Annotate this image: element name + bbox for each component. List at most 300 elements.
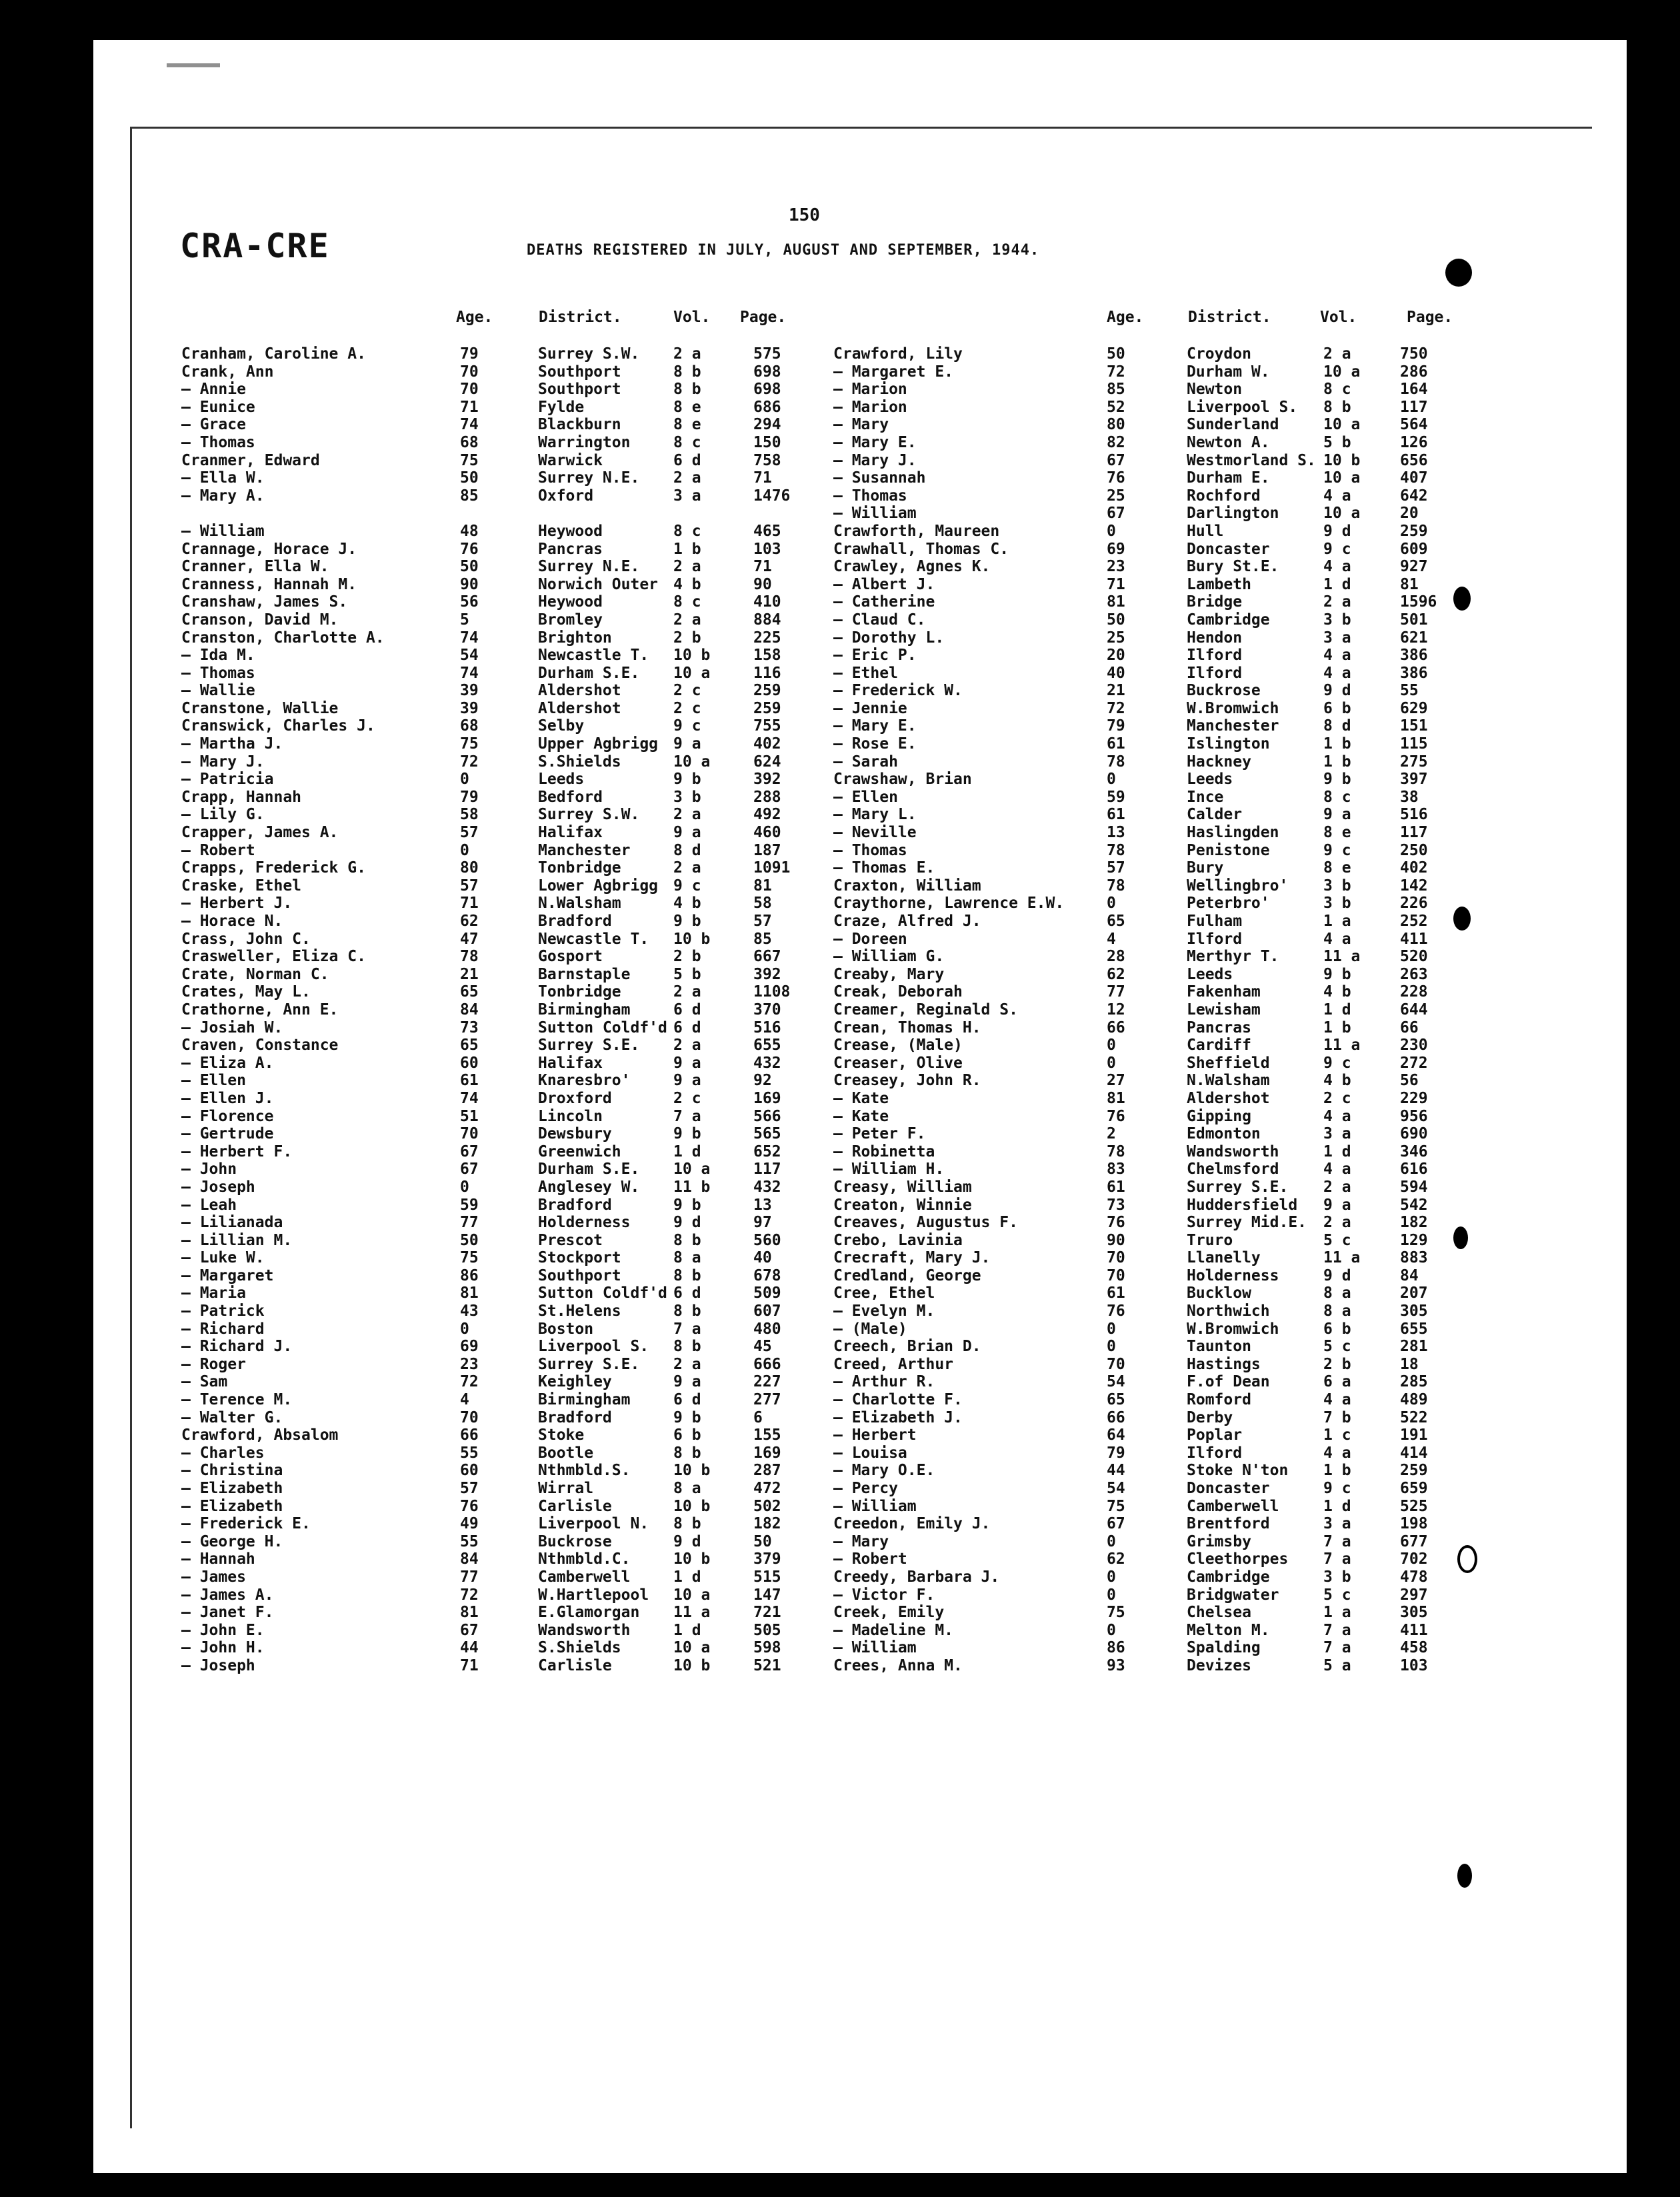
entry-age: 66 [1107, 1408, 1125, 1426]
register-entry [833, 541, 1500, 559]
entry-page: 286 [1400, 363, 1428, 381]
entry-district: Wandsworth [538, 1621, 631, 1639]
entry-district: Boston [538, 1320, 594, 1338]
entry-district: Blackburn [538, 416, 621, 434]
entry-vol: 8 e [673, 416, 701, 434]
entry-age: 54 [1107, 1373, 1125, 1391]
entry-vol: 9 d [673, 1532, 701, 1550]
entry-name: — Jennie [833, 699, 907, 717]
entry-name: — Dorothy L. [833, 629, 945, 647]
entry-vol: 4 a [1323, 558, 1351, 576]
entry-vol: 1 a [1323, 1604, 1351, 1622]
entry-age: 82 [1107, 433, 1125, 451]
entry-age: 67 [1107, 451, 1125, 469]
entry-district: Carlisle [538, 1656, 612, 1674]
entry-district: Cambridge [1187, 1568, 1270, 1586]
entry-district: Sunderland [1187, 416, 1279, 434]
entry-age: 81 [460, 1284, 479, 1302]
entry-district: Carlisle [538, 1497, 612, 1515]
entry-age: 65 [1107, 1391, 1125, 1409]
register-entry [833, 1533, 1500, 1551]
entry-page: 410 [753, 593, 781, 611]
register-entry [181, 452, 835, 470]
entry-page: 198 [1400, 1515, 1428, 1533]
entry-vol: 8 c [1323, 381, 1351, 399]
register-entry [181, 1373, 835, 1391]
entry-age: 47 [460, 930, 479, 948]
entry-name: Craske, Ethel [181, 877, 302, 895]
entry-page: 1596 [1400, 593, 1437, 611]
entry-district: Calder [1187, 806, 1243, 824]
entry-vol: 6 d [673, 1284, 701, 1302]
entry-name: — Mary L. [833, 806, 917, 824]
register-entry [833, 576, 1500, 594]
entry-vol: 2 a [1323, 345, 1351, 363]
entry-page: 458 [1400, 1639, 1428, 1657]
register-entry [181, 1302, 835, 1320]
entry-page: 259 [753, 699, 781, 717]
entry-age: 86 [1107, 1639, 1125, 1657]
entry-page: 38 [1400, 788, 1419, 806]
entry-page: 117 [1400, 398, 1428, 416]
entry-page: 560 [753, 1231, 781, 1249]
entry-age: 61 [1107, 1284, 1125, 1302]
entry-vol: 10 a [1323, 505, 1361, 523]
entry-vol: 4 a [1323, 647, 1351, 665]
register-entry [181, 1498, 835, 1516]
entry-vol: 7 a [673, 1320, 701, 1338]
entry-age: 61 [1107, 806, 1125, 824]
register-entry [181, 558, 835, 576]
entry-name: — George H. [181, 1532, 283, 1550]
entry-name: Creedy, Barbara J. [833, 1568, 1000, 1586]
entry-age: 75 [460, 1249, 479, 1267]
entry-page: 411 [1400, 1621, 1428, 1639]
entry-district: Newton A. [1187, 433, 1270, 451]
entry-vol: 7 a [673, 1107, 701, 1125]
register-entry [833, 1622, 1500, 1640]
register-entry [181, 1178, 835, 1196]
entry-age: 76 [1107, 1302, 1125, 1320]
entry-district: Grimsby [1187, 1532, 1251, 1550]
entry-district: Doncaster [1187, 540, 1270, 558]
entry-vol: 2 a [673, 983, 701, 1001]
entry-page: 13 [753, 1196, 772, 1214]
entry-vol: 5 c [1323, 1338, 1351, 1356]
register-entry [181, 806, 835, 824]
entry-district: Hastings [1187, 1355, 1261, 1373]
entry-name: — Sam [181, 1373, 228, 1391]
entry-district: Bradford [538, 1408, 612, 1426]
entry-vol: 4 a [1323, 1160, 1351, 1178]
entry-age: 70 [1107, 1249, 1125, 1267]
entry-vol: 9 b [1323, 771, 1351, 789]
entry-page: 66 [1400, 1019, 1419, 1037]
entry-vol: 8 c [673, 593, 701, 611]
entry-vol: 10 a [673, 1160, 711, 1178]
entry-page: 305 [1400, 1302, 1428, 1320]
register-entry [833, 1302, 1500, 1320]
entry-age: 0 [460, 771, 469, 789]
entry-district: Surrey Mid.E. [1187, 1214, 1307, 1232]
entry-name: Crean, Thomas H. [833, 1019, 981, 1037]
entry-age: 0 [1107, 1586, 1116, 1604]
entry-district: Stoke [538, 1426, 585, 1444]
entry-district: Bucklow [1187, 1284, 1251, 1302]
entry-district: Truro [1187, 1231, 1233, 1249]
entry-age: 57 [460, 1480, 479, 1497]
entry-name: — Joseph [181, 1656, 255, 1674]
entry-page: 655 [1400, 1320, 1428, 1338]
entry-district: N.Walsham [538, 895, 621, 913]
register-entry [181, 1639, 835, 1657]
entry-district: Bridge [1187, 593, 1243, 611]
entry-name: — William H. [833, 1160, 945, 1178]
entry-page: 702 [1400, 1550, 1428, 1568]
entry-page: 259 [1400, 1462, 1428, 1480]
register-entry [181, 842, 835, 860]
entry-age: 81 [460, 1604, 479, 1622]
register-entry [833, 1055, 1500, 1073]
entry-age: 43 [460, 1302, 479, 1320]
punch-hole [1453, 1226, 1468, 1249]
register-entry [181, 717, 835, 735]
entry-age: 67 [460, 1621, 479, 1639]
register-entry [833, 505, 1500, 523]
entry-age: 71 [460, 398, 479, 416]
register-entry [181, 416, 835, 434]
entry-age: 70 [460, 381, 479, 399]
header-district: District. [539, 309, 622, 326]
entry-vol: 8 c [673, 522, 701, 540]
entry-name: — Martha J. [181, 735, 283, 753]
entry-name: — Elizabeth [181, 1497, 283, 1515]
entry-vol: 9 c [673, 877, 701, 895]
entry-vol: 9 b [673, 913, 701, 930]
entry-age: 65 [1107, 913, 1125, 930]
entry-age: 5 [460, 611, 469, 629]
entry-vol: 3 b [1323, 877, 1351, 895]
entry-age: 76 [460, 1497, 479, 1515]
entry-page: 117 [1400, 824, 1428, 842]
entry-age: 21 [1107, 682, 1125, 700]
entry-vol: 9 d [1323, 522, 1351, 540]
entry-age: 76 [1107, 469, 1125, 487]
entry-age: 71 [460, 1656, 479, 1674]
entry-district: N.Walsham [1187, 1072, 1270, 1090]
entry-name: Crathorne, Ann E. [181, 1001, 339, 1019]
entry-page: 624 [753, 753, 781, 771]
register-entry [181, 523, 835, 541]
punch-hole [1457, 1545, 1477, 1573]
entry-district: Oxford [538, 487, 594, 505]
entry-age: 69 [1107, 540, 1125, 558]
entry-vol: 8 b [673, 1338, 701, 1356]
entry-name: Crawforth, Maureen [833, 522, 1000, 540]
entry-vol: 10 a [1323, 416, 1361, 434]
entry-page: 250 [1400, 841, 1428, 859]
entry-district: Edmonton [1187, 1125, 1261, 1143]
entry-vol: 11 a [1323, 1249, 1361, 1267]
entry-name: — Mary O.E. [833, 1462, 935, 1480]
register-entry [833, 824, 1500, 842]
entry-name: — Kate [833, 1107, 889, 1125]
entry-age: 83 [1107, 1160, 1125, 1178]
entry-page: 20 [1400, 505, 1419, 523]
entry-district: Camberwell [1187, 1497, 1279, 1515]
entry-name: — Frederick E. [181, 1515, 311, 1533]
entry-page: 509 [753, 1284, 781, 1302]
entry-vol: 1 b [1323, 1462, 1351, 1480]
entry-district: Lower Agbrigg [538, 877, 659, 895]
entry-name: — Elizabeth J. [833, 1408, 963, 1426]
entry-district: Aldershot [538, 682, 621, 700]
register-entry [833, 1373, 1500, 1391]
entry-page: 686 [753, 398, 781, 416]
entry-district: Ilford [1187, 647, 1243, 665]
entry-district: Fylde [538, 398, 585, 416]
entry-name: — Grace [181, 416, 246, 434]
register-entry [181, 1037, 835, 1055]
entry-district: Newcastle T. [538, 930, 649, 948]
entry-district: Camberwell [538, 1568, 631, 1586]
entry-vol: 2 a [673, 611, 701, 629]
entry-page: 432 [753, 1054, 781, 1072]
entry-name: Crank, Ann [181, 363, 274, 381]
entry-vol: 8 b [673, 363, 701, 381]
entry-page: 285 [1400, 1373, 1428, 1391]
register-entry [833, 682, 1500, 700]
entry-district: Sheffield [1187, 1054, 1270, 1072]
entry-age: 55 [460, 1532, 479, 1550]
register-entry [833, 611, 1500, 629]
entry-name: — Mary E. [833, 433, 917, 451]
entry-vol: 2 a [1323, 1178, 1351, 1196]
entry-district: Southport [538, 381, 621, 399]
entry-age: 4 [460, 1391, 469, 1409]
entry-district: Rochford [1187, 487, 1261, 505]
entry-district: Chelmsford [1187, 1160, 1279, 1178]
entry-name: — John E. [181, 1621, 265, 1639]
entry-age: 65 [460, 983, 479, 1001]
entry-name: — (Male) [833, 1320, 907, 1338]
entry-district: Devizes [1187, 1656, 1251, 1674]
entry-page: 758 [753, 451, 781, 469]
entry-district: Birmingham [538, 1391, 631, 1409]
entry-age: 75 [1107, 1497, 1125, 1515]
register-entry [181, 593, 835, 611]
entry-name: — Luke W. [181, 1249, 265, 1267]
entry-age: 68 [460, 433, 479, 451]
entry-name: Crapp, Hannah [181, 788, 302, 806]
register-entry [181, 1284, 835, 1302]
entry-name: — Thomas [833, 487, 907, 505]
entry-district: Islington [1187, 735, 1270, 753]
register-entry [181, 913, 835, 931]
entry-district: Halifax [538, 824, 603, 842]
entry-vol: 7 a [1323, 1639, 1351, 1657]
entry-district: E.Glamorgan [538, 1604, 640, 1622]
entry-page: 182 [753, 1515, 781, 1533]
entry-age: 79 [460, 345, 479, 363]
entry-name: Crannage, Horace J. [181, 540, 357, 558]
entry-district: Manchester [538, 841, 631, 859]
entry-vol: 10 b [673, 1550, 711, 1568]
entry-district: Warrington [538, 433, 631, 451]
entry-page: 272 [1400, 1054, 1428, 1072]
entry-page: 407 [1400, 469, 1428, 487]
entry-age: 13 [1107, 824, 1125, 842]
entry-district: Fulham [1187, 913, 1243, 930]
entry-page: 182 [1400, 1214, 1428, 1232]
entry-page: 616 [1400, 1160, 1428, 1178]
entry-district: W.Bromwich [1187, 699, 1279, 717]
entry-name: — Elizabeth [181, 1480, 283, 1497]
entry-district: Tonbridge [538, 983, 621, 1001]
entry-district: Merthyr T. [1187, 948, 1279, 966]
entry-age: 85 [460, 487, 479, 505]
entry-vol: 8 a [1323, 1284, 1351, 1302]
entry-vol: 4 a [1323, 1107, 1351, 1125]
register-entry [181, 1622, 835, 1640]
register-entry [833, 416, 1500, 434]
register-entry [181, 1267, 835, 1285]
entry-name: — Ella W. [181, 469, 265, 487]
entry-page: 520 [1400, 948, 1428, 966]
register-entry [833, 1108, 1500, 1126]
entry-vol: 10 b [673, 930, 711, 948]
register-entry [181, 1055, 835, 1073]
entry-page: 275 [1400, 753, 1428, 771]
entry-age: 40 [1107, 664, 1125, 682]
entry-page: 667 [753, 948, 781, 966]
entry-district: Leeds [538, 771, 585, 789]
entry-district: Penistone [1187, 841, 1270, 859]
entry-district: Manchester [1187, 717, 1279, 735]
entry-vol: 2 a [673, 345, 701, 363]
entry-page: 129 [1400, 1231, 1428, 1249]
entry-name: Crebo, Lavinia [833, 1231, 963, 1249]
entry-vol: 9 d [1323, 1266, 1351, 1284]
entry-district: Dewsbury [538, 1125, 612, 1143]
entry-age: 23 [1107, 558, 1125, 576]
register-entry [833, 771, 1500, 789]
entry-name: — Lilianada [181, 1214, 283, 1232]
register-entry [181, 1533, 835, 1551]
entry-page: 607 [753, 1302, 781, 1320]
entry-page: 85 [753, 930, 772, 948]
entry-page: 542 [1400, 1196, 1428, 1214]
entry-name: — Horace N. [181, 913, 283, 930]
entry-district: W.Hartlepool [538, 1586, 649, 1604]
entry-vol: 10 b [1323, 451, 1361, 469]
entry-district: Llanelly [1187, 1249, 1261, 1267]
entry-age: 78 [1107, 1142, 1125, 1160]
entry-age: 81 [1107, 1089, 1125, 1107]
entry-name: Crees, Anna M. [833, 1656, 963, 1674]
entry-age: 21 [460, 965, 479, 983]
entry-age: 72 [460, 753, 479, 771]
register-entry [833, 966, 1500, 984]
entry-vol: 2 a [673, 469, 701, 487]
register-entry [833, 1480, 1500, 1498]
entry-age: 77 [460, 1214, 479, 1232]
entry-district: Wellingbro' [1187, 877, 1289, 895]
entry-vol: 1 d [673, 1568, 701, 1586]
entry-district: Prescot [538, 1231, 603, 1249]
entry-district: Leeds [1187, 965, 1233, 983]
register-entry [181, 1196, 835, 1214]
entry-age: 76 [1107, 1214, 1125, 1232]
register-entry [181, 665, 835, 683]
entry-name: — Annie [181, 381, 246, 399]
register-entry [833, 1338, 1500, 1356]
entry-name: — Robert [833, 1550, 907, 1568]
entry-age: 54 [1107, 1480, 1125, 1497]
entry-district: Wirral [538, 1480, 594, 1497]
entry-vol: 3 b [673, 788, 701, 806]
entry-district: Lincoln [538, 1107, 603, 1125]
entry-district: Durham E. [1187, 469, 1270, 487]
entry-name: — Doreen [833, 930, 907, 948]
entry-district: Droxford [538, 1089, 612, 1107]
register-entry [181, 1160, 835, 1178]
entry-district: Liverpool S. [1187, 398, 1298, 416]
register-entry [833, 1586, 1500, 1604]
entry-vol: 8 b [673, 1515, 701, 1533]
register-entry [833, 1462, 1500, 1480]
entry-name: Creamer, Reginald S. [833, 1001, 1018, 1019]
entry-name: Cranshaw, James S. [181, 593, 348, 611]
entry-vol: 8 d [673, 841, 701, 859]
register-entry [181, 1550, 835, 1568]
entry-page: 956 [1400, 1107, 1428, 1125]
entry-district: Pancras [1187, 1019, 1251, 1037]
entry-age: 56 [460, 593, 479, 611]
entry-name: — Sarah [833, 753, 898, 771]
entry-age: 78 [1107, 841, 1125, 859]
entry-name: Cranham, Caroline A. [181, 345, 366, 363]
entry-district: Tonbridge [538, 859, 621, 877]
entry-vol: 1 d [1323, 1497, 1351, 1515]
entry-district: Northwich [1187, 1302, 1270, 1320]
register-entry [833, 1604, 1500, 1622]
entry-vol: 10 b [673, 1462, 711, 1480]
register-entry [181, 647, 835, 665]
register-entry [833, 1249, 1500, 1267]
entry-name: Craxton, William [833, 877, 981, 895]
surname-range-heading: CRA-CRE [180, 227, 330, 265]
register-entry [833, 1550, 1500, 1568]
register-entry [833, 399, 1500, 417]
entry-age: 69 [460, 1338, 479, 1356]
entry-district: Bury St.E. [1187, 558, 1279, 576]
entry-vol: 11 a [1323, 1037, 1361, 1055]
entry-vol: 2 b [673, 629, 701, 647]
register-entry [181, 1409, 835, 1427]
register-entry [833, 913, 1500, 931]
entry-name: Crease, (Male) [833, 1037, 963, 1055]
entry-name: — Marion [833, 398, 907, 416]
entry-name: Creek, Emily [833, 1604, 945, 1622]
entry-vol: 11 a [673, 1604, 711, 1622]
entry-district: Heywood [538, 522, 603, 540]
entry-district: Durham W. [1187, 363, 1270, 381]
entry-name: Cranston, Charlotte A. [181, 629, 385, 647]
entry-vol: 6 a [1323, 1373, 1351, 1391]
register-entry [181, 1604, 835, 1622]
entry-age: 39 [460, 699, 479, 717]
